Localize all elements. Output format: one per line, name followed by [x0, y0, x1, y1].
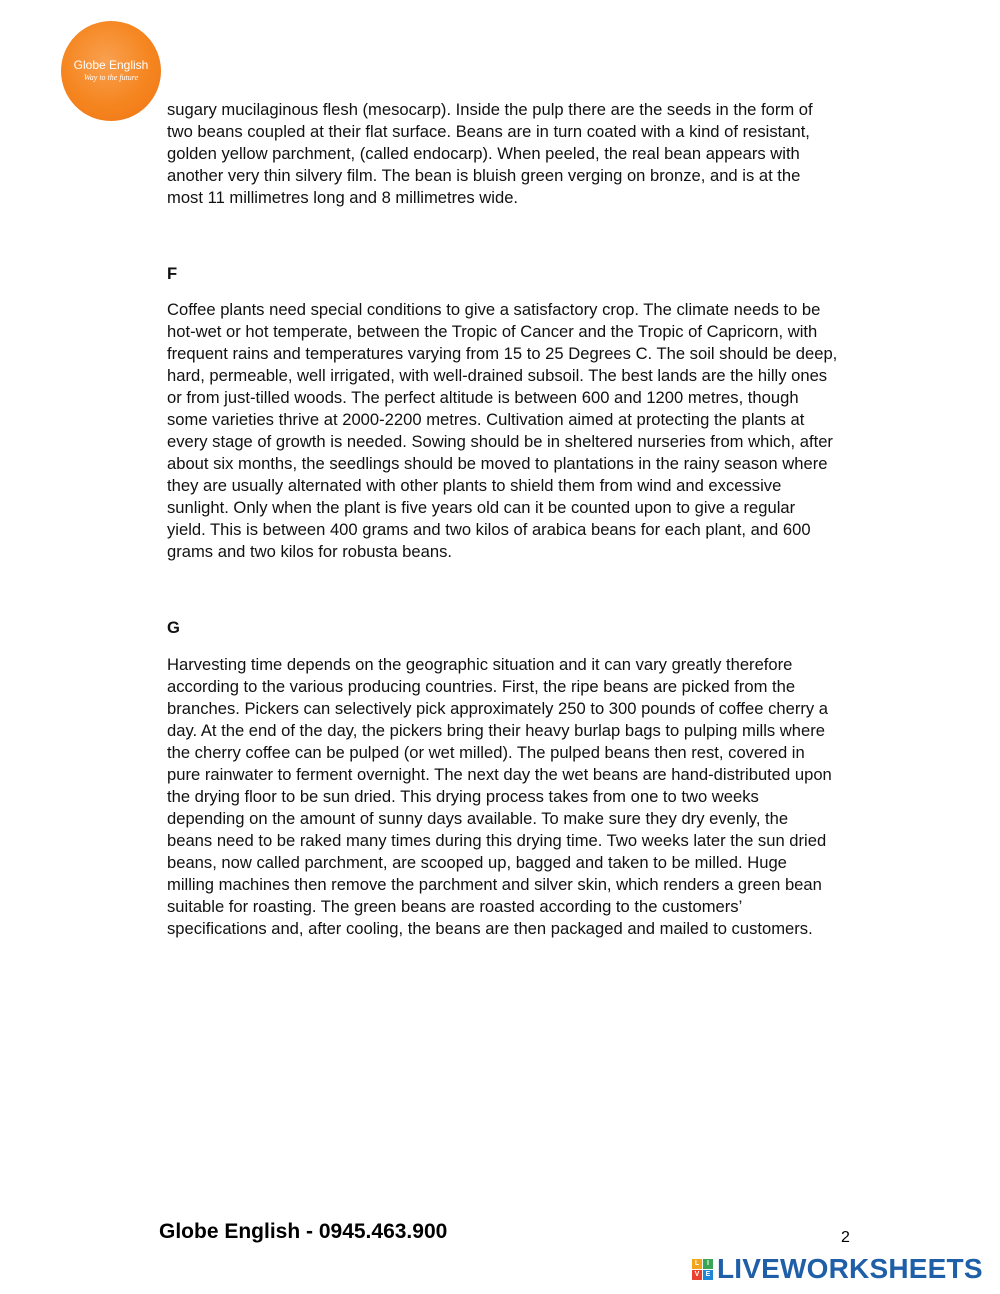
- paragraph-f: Coffee plants need special conditions to give a satisfactory crop. The climate needs to be hot-wet or hot temperate, between the Tropic of Cancer and the Tropic of Capricorn, with frequent rains and temperatures varying from 15 to 25 Degrees C. The soil should be deep, hard, permeable, well irrigated, with well-drained subsoil. The best lands are the hilly ones or from just-tilled woods. The perfect altitude is between 600 and 1200 metres, though some varieties thrive at 2000-2200 metres. Cultivation aimed at protecting the plants at every stage of growth is needed. Sowing should be in sheltered nurseries from which, after about six months, the seedlings should be moved to plantations in the rainy season where they are usually alternated with other plants to shield them from wind and excessive sunlight. Only when the plant is five years old can it be counted upon to give a regular yield. This is between 400 grams and two kilos of arabica beans for each plant, and 600 grams and two kilos for robusta beans.: [167, 300, 838, 561]
- icon-letter: V: [692, 1270, 702, 1280]
- icon-letter: I: [703, 1259, 713, 1269]
- paragraph-e-continuation: sugary mucilaginous flesh (mesocarp). Inside the pulp there are the seeds in the form of two beans coupled at their flat surface. Beans are in turn coated with a kind of resistant, golden yellow parchment, (called endocarp). When peeled, the real bean appears with another very thin silvery film. The bean is bluish green verging on bronze, and is at the most 11 millimetres long and 8 millimetres wide.: [167, 100, 813, 207]
- logo-name: Globe English: [73, 58, 149, 72]
- icon-letter: L: [692, 1259, 702, 1269]
- page-number: 2: [841, 1229, 850, 1246]
- section-heading-g: G: [167, 618, 180, 637]
- logo-tagline: Way to the future: [83, 73, 139, 82]
- section-heading-f: F: [167, 264, 178, 283]
- icon-letter: E: [703, 1270, 713, 1280]
- liveworksheets-icon: [692, 1259, 713, 1280]
- document-body: [167, 99, 912, 940]
- liveworksheets-text: LIVEWORKSHEETS: [717, 1253, 983, 1284]
- paragraph-g: Harvesting time depends on the geographic situation and it can vary greatly therefore according to the various producing countries. First, the ripe beans are picked from the branches. Pickers can selectively pick approximately 250 to 300 pounds of coffee cherry a day. At the end of the day, the pickers bring their heavy burlap bags to pulping mills where the cherry coffee can be pulped (or wet milled). The pulped beans then rest, covered in pure rainwater to ferment overnight. The next day the wet beans are hand-distributed upon the drying floor to be sun dried. This drying process takes from one to two weeks depending on the amount of sunny days available. To make sure they dry evenly, the beans need to be raked many times during this drying time. Two weeks later the sun dried beans, now called parchment, are scooped up, bagged and taken to be milled. Huge milling machines then remove the parchment and silver skin, which renders a green bean suitable for roasting. The green beans are roasted according to the customers’ specifications and, after cooling, the beans are then packaged and mailed to customers.: [167, 655, 832, 938]
- globe-english-logo: [61, 21, 161, 121]
- liveworksheets-watermark: [692, 1254, 983, 1284]
- footer-title: Globe English - 0945.463.900: [159, 1220, 448, 1243]
